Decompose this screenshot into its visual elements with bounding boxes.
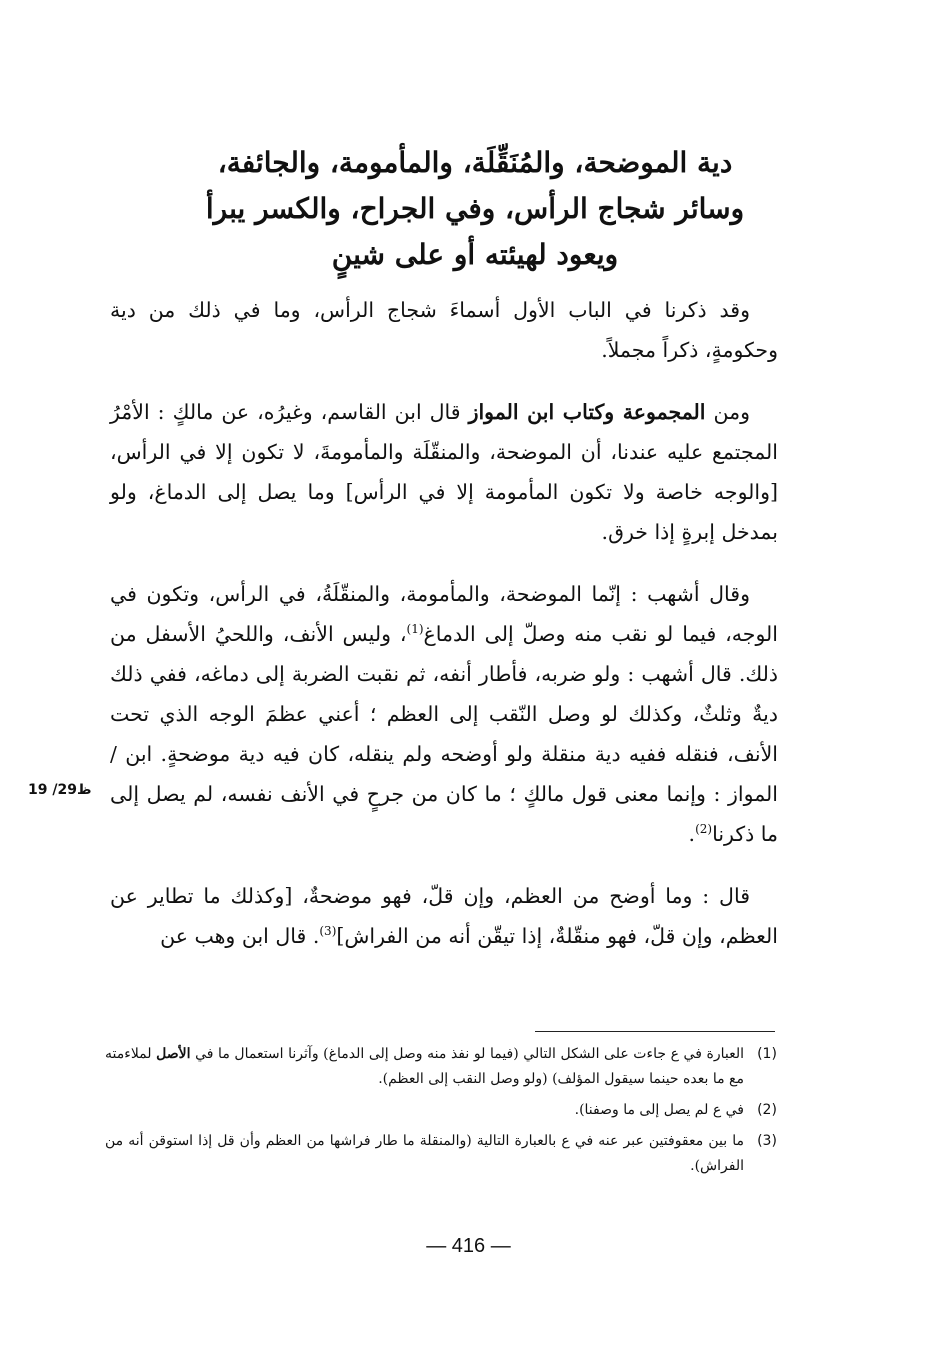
paragraph-4 bbox=[110, 876, 778, 956]
footnote-ref-2: (2) bbox=[695, 822, 713, 837]
footnote-text-part: العبارة في ع جاءت على الشكل التالي (فيما لو نفذ منه وصل إلى الدماغ) وآثرنا استعمال ما في bbox=[190, 1046, 744, 1062]
paragraph-4-part-a: قال : وما أوضح من العظم، وإن قلّ، فهو موضحةٌ، [وكذلك ما تطاير عن العظم، وإن قلّ، فهو منقّلةٌ، إذا تيقّن أنه من الفراش] bbox=[110, 884, 778, 948]
paragraph-2 bbox=[110, 392, 778, 552]
paragraph-3-part-c: . bbox=[688, 822, 696, 846]
footnote-3 bbox=[105, 1129, 790, 1179]
footnote-number: (3) bbox=[757, 1133, 777, 1149]
footnote-text: ما بين معقوفتين عبر عنه في ع بالعبارة التالية (والمنقلة ما طار فراشها من العظم وأن قل إذا استوقن أنه من الفراش). bbox=[105, 1133, 744, 1174]
footnote-2 bbox=[105, 1098, 790, 1123]
paragraph-1-text: وقد ذكرنا في الباب الأول أسماءَ شجاج الرأس، وما في ذلك من دية وحكومةٍ، ذكراً مجملاً. bbox=[110, 298, 778, 362]
footnote-text-part: لملاءمته مع ما بعده حينما سيقول المؤلف) (ولو وصل النقب إلى العظم). bbox=[105, 1046, 744, 1087]
title-line-2: وسائر شجاج الرأس، وفي الجراح، والكسر يبرأ bbox=[205, 192, 745, 225]
chapter-title bbox=[150, 140, 800, 278]
paragraph-2-lead: ومن bbox=[705, 400, 750, 424]
footnotes bbox=[105, 1042, 790, 1185]
paragraph-4-part-b: . قال ابن وهب عن bbox=[160, 924, 320, 948]
paragraph-2-rest: قال ابن القاسم، وغيرُه، عن مالكٍ : الأمْرُ المجتمع عليه عندنا، أن الموضحة، والمنقّلَة والمأمومةَ، لا تكون إلا في الرأس، [والوجه خاصة ولا تكون المأمومة إلا في الرأس] وما يصل إلى الدماغ، ولو بمدخل إبرةٍ إذا خرق. bbox=[110, 400, 778, 544]
page-number: — 416 — bbox=[426, 1235, 511, 1257]
footnote-number: (2) bbox=[757, 1102, 777, 1118]
footnote-1 bbox=[105, 1042, 790, 1092]
paragraph-1 bbox=[110, 290, 778, 370]
manuscript-folio-marker: 19 /29ظ bbox=[28, 782, 92, 798]
title-line-1: دية الموضحة، والمُنَقِّلَة، والمأمومة، والجائفة، bbox=[217, 146, 733, 179]
footnote-number: (1) bbox=[757, 1046, 777, 1062]
footnote-text-bold: الأصل bbox=[156, 1046, 191, 1062]
paragraph-3-part-b: ، وليس الأنف، واللحيُ الأسفل من ذلك. قال أشهب : ولو ضربه، فأطار أنفه، ثم نقبت الضربة إلى دماغه، ففي ذلك ديةٌ وثلثٌ، وكذلك لو وصل النّقب إلى العظم ؛ أعني عظمَ الوجه الذي تحت الأنف، فنقله ففيه دية منقلة ولو أوضحه ولم ينقله، كان فيه دية موضحةٍ. ابن / المواز : وإنما معنى قول مالكٍ ؛ ما كان من جرحٍ في الأنف نفسه، لم يصل إلى ما ذكرنا bbox=[110, 622, 778, 846]
footnote-ref-1: (1) bbox=[406, 622, 424, 637]
paragraph-3-part-a: وقال أشهب : إنّما الموضحة، والمأمومة، والمنقّلَةُ، في الرأس، وتكون في الوجه، فيما لو نقب منه وصلّ إلى الدماغ bbox=[110, 582, 778, 646]
footnote-text bbox=[105, 1042, 744, 1092]
title-line-3: ويعود لهيئته أو على شينٍ bbox=[331, 238, 619, 271]
body-text bbox=[110, 290, 778, 978]
footnote-ref-3: (3) bbox=[319, 924, 337, 939]
footnote-text: في ع لم يصل إلى ما وصفنا). bbox=[574, 1102, 744, 1118]
footnote-divider bbox=[535, 1031, 775, 1032]
paragraph-2-source-bold: المجموعة وكتاب ابن المواز bbox=[468, 400, 706, 424]
paragraph-3 bbox=[110, 574, 778, 854]
